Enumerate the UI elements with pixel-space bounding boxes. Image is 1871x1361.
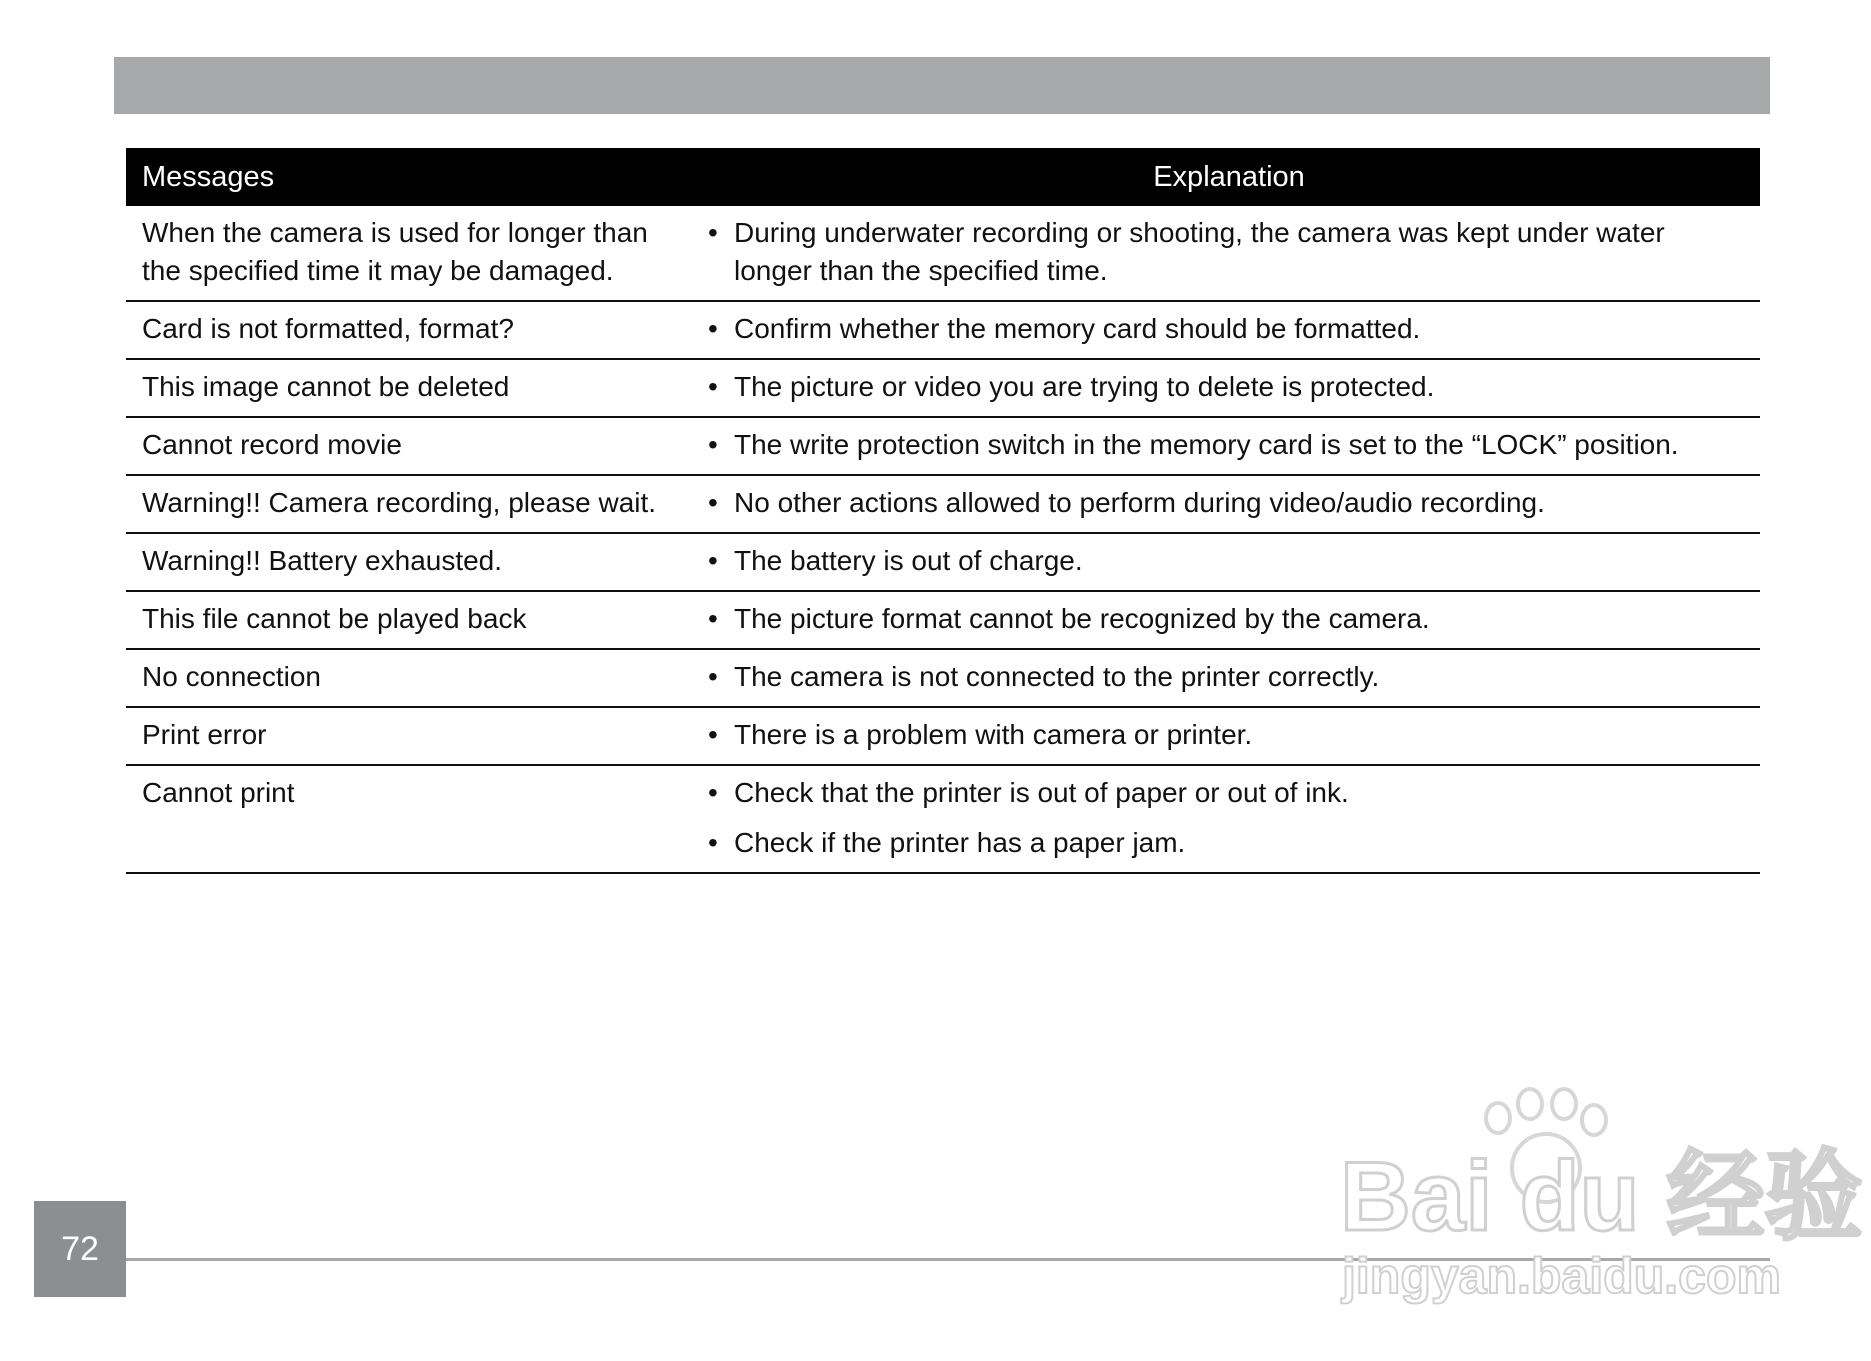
top-band xyxy=(114,57,1770,114)
explanation-item: • Check if the printer has a paper jam. xyxy=(698,824,1744,862)
explanation-item: • There is a problem with camera or printer. xyxy=(698,716,1744,754)
explanation-cell xyxy=(698,765,1760,873)
explanation-list xyxy=(698,214,1744,290)
explanation-item: • During underwater recording or shooting, the camera was kept under water longer than the specified time. xyxy=(698,214,1744,290)
table-header-row xyxy=(126,148,1760,206)
explanation-list xyxy=(698,542,1744,580)
message-cell: Warning!! Battery exhausted. xyxy=(126,533,698,591)
explanation-cell xyxy=(698,591,1760,649)
explanation-list xyxy=(698,600,1744,638)
table-row xyxy=(126,475,1760,533)
table-row xyxy=(126,301,1760,359)
explanation-item: • Confirm whether the memory card should be formatted. xyxy=(698,310,1744,348)
explanation-list xyxy=(698,310,1744,348)
explanation-cell xyxy=(698,417,1760,475)
explanation-list xyxy=(698,716,1744,754)
table-row xyxy=(126,591,1760,649)
explanation-column-header: Explanation xyxy=(698,148,1760,206)
message-cell: This file cannot be played back xyxy=(126,591,698,649)
explanation-cell xyxy=(698,475,1760,533)
explanation-list xyxy=(698,368,1744,406)
explanation-cell xyxy=(698,533,1760,591)
explanation-list xyxy=(698,774,1744,862)
explanation-item: • The picture or video you are trying to delete is protected. xyxy=(698,368,1744,406)
explanation-cell xyxy=(698,359,1760,417)
watermark-url: jingyan.baidu.com xyxy=(1342,1248,1781,1304)
table-row xyxy=(126,533,1760,591)
explanation-cell xyxy=(698,301,1760,359)
explanation-cell xyxy=(698,206,1760,301)
explanation-item: • The camera is not connected to the printer correctly. xyxy=(698,658,1744,696)
message-cell: Warning!! Camera recording, please wait. xyxy=(126,475,698,533)
table-row xyxy=(126,765,1760,873)
table-row xyxy=(126,649,1760,707)
explanation-cell xyxy=(698,707,1760,765)
message-cell: No connection xyxy=(126,649,698,707)
table-row xyxy=(126,707,1760,765)
explanation-list xyxy=(698,426,1744,464)
table-row xyxy=(126,417,1760,475)
message-cell: When the camera is used for longer than the specified time it may be damaged. xyxy=(126,206,698,301)
baidu-jingyan-watermark xyxy=(1330,1090,1863,1305)
messages-table xyxy=(126,148,1760,874)
watermark-brand: Bai du 经验 xyxy=(1340,1141,1863,1251)
table-row xyxy=(126,206,1760,301)
message-cell: Cannot print xyxy=(126,765,698,873)
page-number: 72 xyxy=(34,1201,126,1297)
message-cell: This image cannot be deleted xyxy=(126,359,698,417)
explanation-item: • Check that the printer is out of paper or out of ink. xyxy=(698,774,1744,812)
table-body xyxy=(126,206,1760,873)
table-row xyxy=(126,359,1760,417)
explanation-item: • The picture format cannot be recognized by the camera. xyxy=(698,600,1744,638)
message-cell: Print error xyxy=(126,707,698,765)
explanation-list xyxy=(698,484,1744,522)
message-cell: Card is not formatted, format? xyxy=(126,301,698,359)
explanation-item: • The write protection switch in the memory card is set to the “LOCK” position. xyxy=(698,426,1744,464)
explanation-list xyxy=(698,658,1744,696)
explanation-item: • The battery is out of charge. xyxy=(698,542,1744,580)
explanation-cell xyxy=(698,649,1760,707)
message-cell: Cannot record movie xyxy=(126,417,698,475)
explanation-item: • No other actions allowed to perform during video/audio recording. xyxy=(698,484,1744,522)
messages-column-header: Messages xyxy=(126,148,698,206)
